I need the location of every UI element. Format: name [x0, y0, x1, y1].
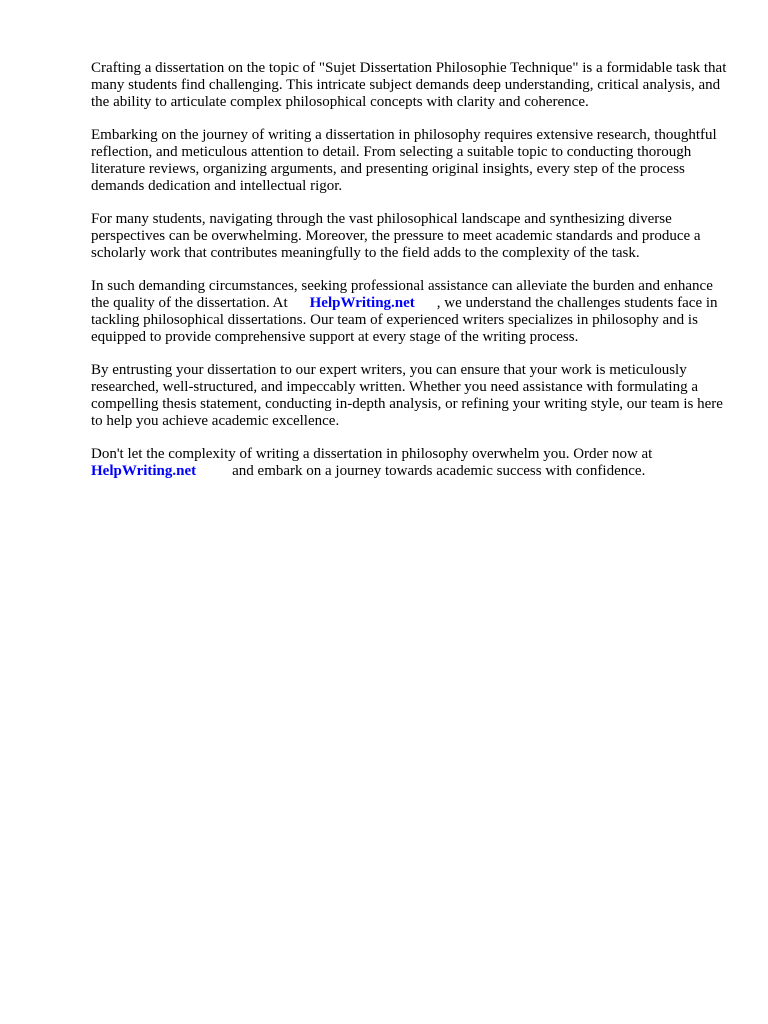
paragraph-challenges: For many students, navigating through the vast philosophical landscape and synthesizing diverse perspectives can be overwhelming. Moreover, the pressure to meet academic standards and produce a scholarly work that contributes meaningfully to the field adds to the complexity of the task. — [91, 211, 701, 261]
document-body — [91, 60, 731, 496]
helpwriting-link[interactable]: HelpWriting.net — [309, 295, 415, 311]
paragraph-assistance-text-before: In such demanding circumstances, seeking professional assistance can alleviate the burden and enhance the quality of the dissertation. At — [91, 278, 713, 311]
helpwriting-order-link[interactable]: HelpWriting.net — [91, 463, 197, 479]
paragraph-call-to-action — [91, 446, 731, 480]
paragraph-assistance-text-after: , we understand the challenges students face in tackling philosophical dissertations. Our team of experienced writers specializes in philosophy and is equipped to provide comprehensive support at every stage of the writing process. — [91, 295, 718, 345]
paragraph-intro: Crafting a dissertation on the topic of "Sujet Dissertation Philosophie Technique" is a formidable task that many students find challenging. This intricate subject demands deep understanding, critical analysis, and the ability to articulate complex philosophical concepts with clarity and coherence. — [91, 60, 727, 110]
paragraph-assistance — [91, 278, 731, 346]
paragraph-entrusting: By entrusting your dissertation to our expert writers, you can ensure that your work is meticulously researched, well-structured, and impeccably written. Whether you need assistance with formulating a compelling thesis statement, conducting in-depth analysis, or refining your writing style, our team is here to help you achieve academic excellence. — [91, 362, 723, 429]
paragraph-journey: Embarking on the journey of writing a dissertation in philosophy requires extensive research, thoughtful reflection, and meticulous attention to detail. From selecting a suitable topic to conducting thorough literature reviews, organizing arguments, and presenting original insights, every step of the process demands dedication and intellectual rigor. — [91, 127, 717, 194]
paragraph-call-to-action-text-after: and embark on a journey towards academic success with confidence. — [232, 463, 646, 479]
paragraph-call-to-action-text-before: Don't let the complexity of writing a dissertation in philosophy overwhelm you. Order now at — [91, 446, 653, 462]
